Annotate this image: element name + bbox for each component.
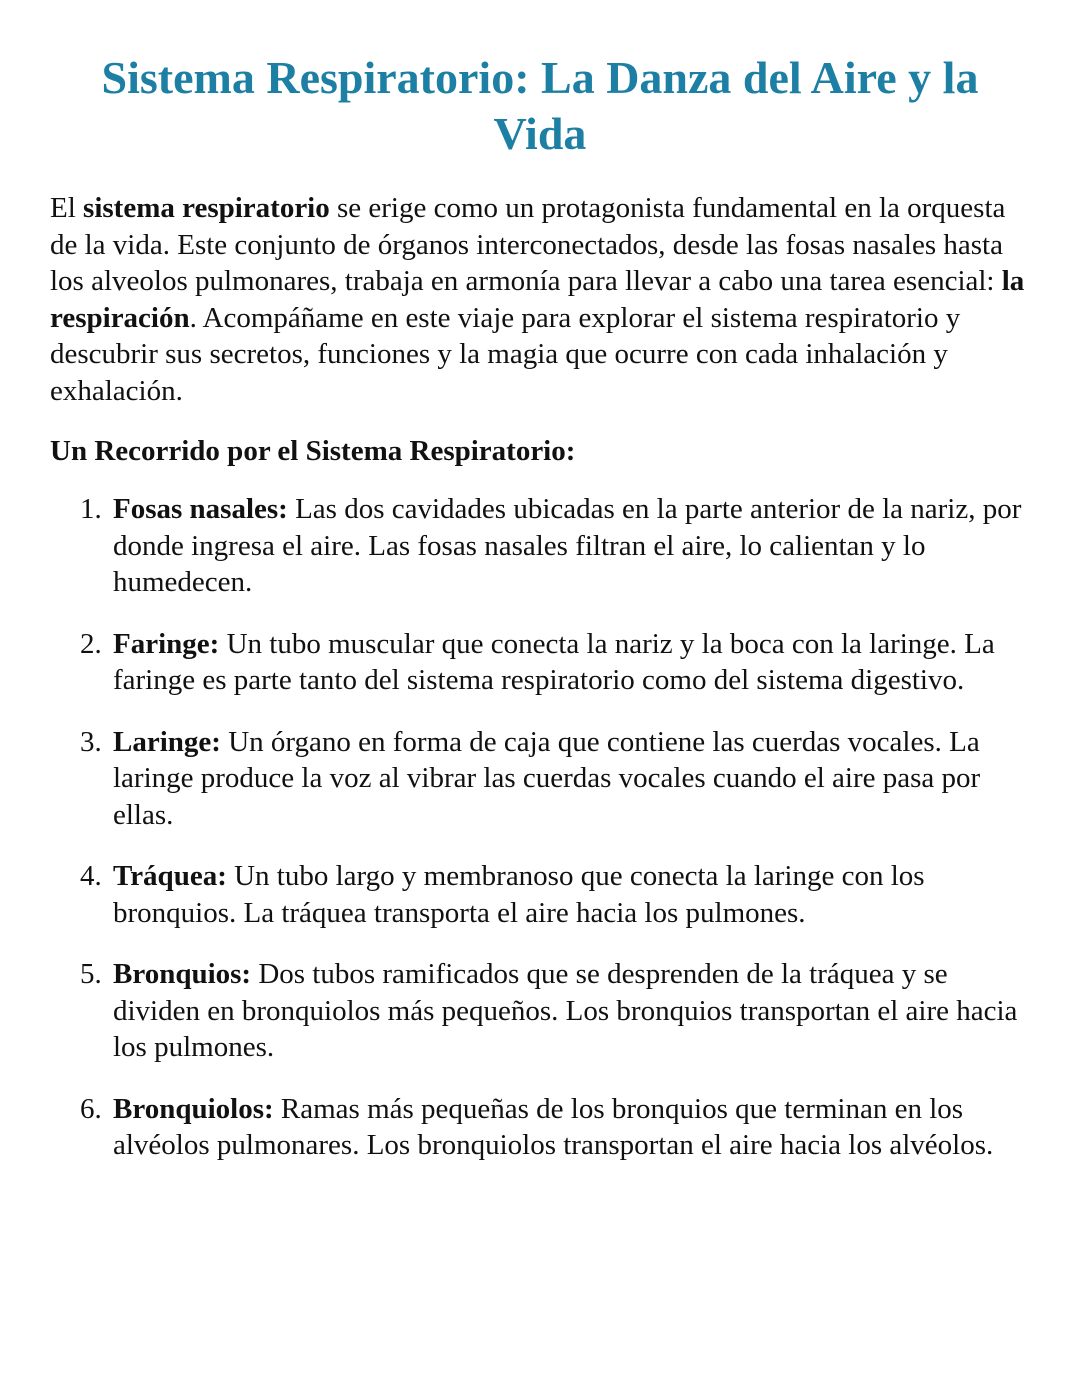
list-item-text: Un tubo muscular que conecta la nariz y la boca con la laringe. La faringe es parte tanto del sistema respiratorio como del sistema digestivo. xyxy=(113,627,995,696)
list-item xyxy=(50,626,1030,699)
list-item-text: Un tubo largo y membranoso que conecta la laringe con los bronquios. La tráquea transporta el aire hacia los pulmones. xyxy=(113,860,925,929)
intro-text-2: se erige como un protagonista fundamental en la orquesta de la vida. Este conjunto de órganos interconectados, desde las fosas nasales hasta los alveolos pulmonares, trabaja en armonía para llevar a cabo una tarea esencial: xyxy=(50,192,1006,297)
list-item-term: Bronquios: xyxy=(113,958,252,990)
list-item-term: Faringe: xyxy=(113,627,220,660)
list-item-number: 6. xyxy=(80,1092,102,1125)
list-item-number: 3. xyxy=(80,725,102,758)
organ-list xyxy=(50,491,1030,1164)
list-item xyxy=(50,491,1030,601)
list-item-text: Ramas más pequeñas de los bronquios que terminan en los alvéolos pulmonares. Los bronquiolos transportan el aire hacia los alvéolos. xyxy=(113,1092,994,1161)
list-item-text: Las dos cavidades ubicadas en la parte anterior de la nariz, por donde ingresa el aire. Las fosas nasales filtran el aire, lo calientan y lo humedecen. xyxy=(113,493,1022,598)
section-heading: Un Recorrido por el Sistema Respiratorio: xyxy=(50,435,576,467)
list-item-term: Tráquea: xyxy=(113,860,227,892)
list-item-number: 5. xyxy=(80,958,102,990)
list-item xyxy=(50,956,1030,1066)
list-item xyxy=(50,858,1030,931)
intro-text-1: El xyxy=(50,192,84,224)
list-item-number: 4. xyxy=(80,860,102,892)
intro-text-3: . Acompáñame en este viaje para explorar el sistema respiratorio y descubrir sus secretos, funciones y la magia que ocurre con cada inhalación y exhalación. xyxy=(50,301,961,407)
intro-paragraph xyxy=(50,190,1030,409)
list-item-number: 1. xyxy=(80,493,102,525)
list-item xyxy=(50,724,1030,834)
list-item-text: Dos tubos ramificados que se desprenden de la tráquea y se dividen en bronquiolos más pequeños. Los bronquios transportan el aire hacia los pulmones. xyxy=(113,958,1018,1063)
list-item-term: Laringe: xyxy=(113,725,221,758)
list-item-text: Un órgano en forma de caja que contiene las cuerdas vocales. La laringe produce la voz al vibrar las cuerdas vocales cuando el aire pasa por ellas. xyxy=(113,725,981,831)
list-item-number: 2. xyxy=(80,627,102,660)
intro-bold-sistema: sistema respiratorio xyxy=(83,192,330,224)
list-item-term: Bronquiolos: xyxy=(113,1092,274,1125)
page-title: Sistema Respiratorio: La Danza del Aire y la Vida xyxy=(101,52,979,159)
intro-bold-respiracion: la respiración xyxy=(50,265,1025,334)
list-item-term: Fosas nasales: xyxy=(113,493,288,525)
list-item xyxy=(50,1091,1030,1164)
